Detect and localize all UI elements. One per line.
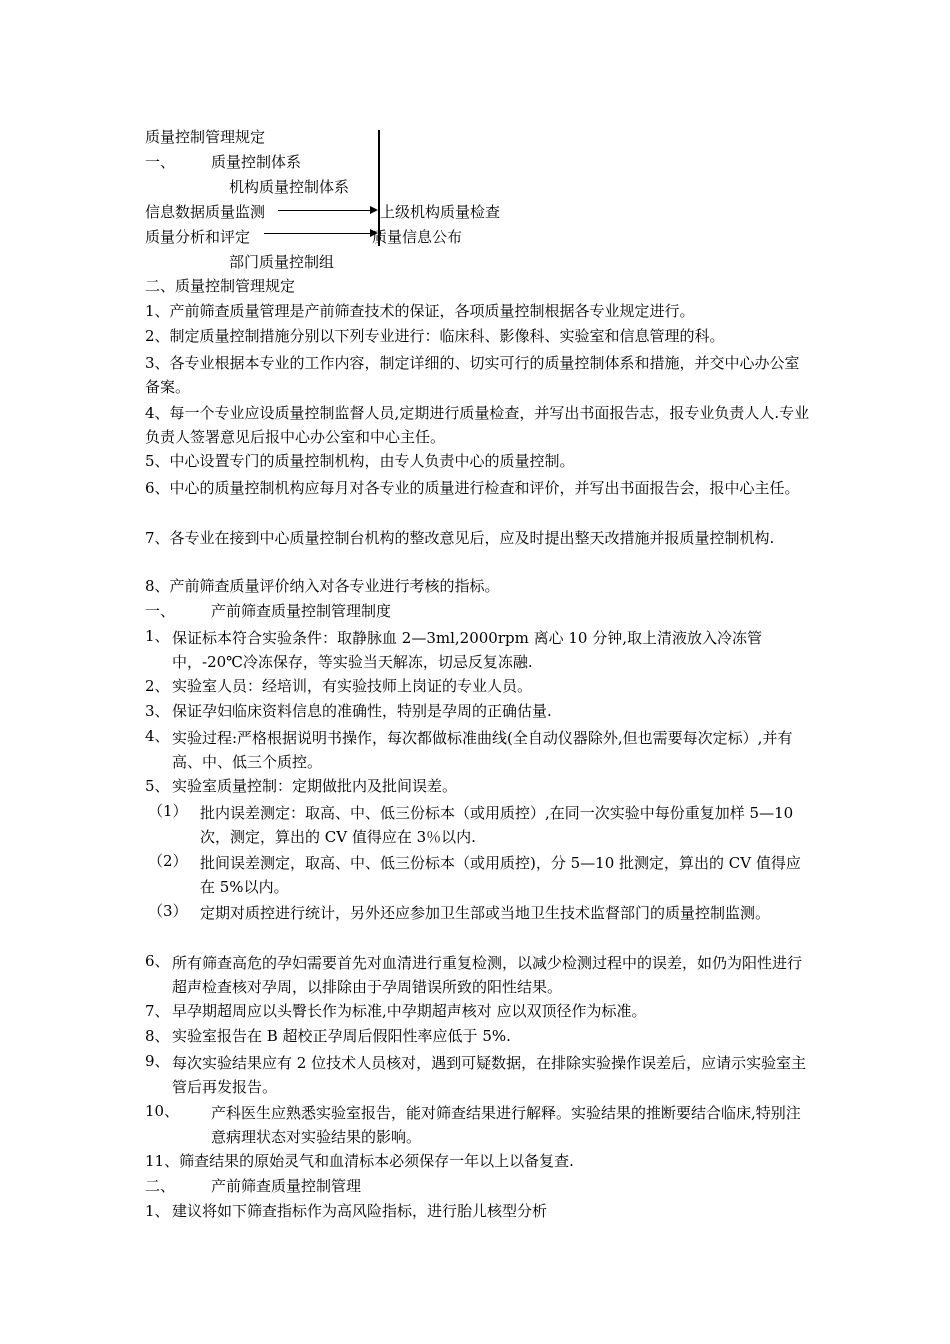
diagram-top-box: 机构质量控制体系 [229,178,350,196]
diagram-arrow-line-1 [278,210,370,211]
lab-item-text: 实验室质量控制：定期做批内及批间误差。 [172,777,458,795]
last-item-text: 建议将如下筛查指标作为高风险指标，进行胎儿核型分析 [172,1202,548,1220]
diagram-arrow-line-2 [264,233,370,234]
rule-item: 1、产前筛查质量管理是产前筛查技术的保证，各项质量控制根据各专业规定进行。 [145,302,695,320]
lab-item-text: 早孕期超周应以头臀长作为标准,中孕期超声核对 应以双顶径作为标准。 [172,1002,647,1020]
lab-item-text: 所有筛查高危的孕妇需要首先对血清进行重复检测，以减少检测过程中的误差，如仍为阳性进行超声检查核对孕周，以排除由于孕周错误所致的阳性结果。 [172,954,803,996]
lab-item-number: 3、 [145,702,170,720]
lab-item-text: 保证标本符合实验条件：取静脉血 2—3ml,2000rpm 离心 10 分钟,取上清液放入冷冻管中，-20℃冷冻保存，等实验当天解冻，切忌反复冻融. [172,629,762,671]
lab-item-text: 实验室报告在 B 超校正孕周后假阳性率应低于 5%. [172,1027,511,1045]
sub-item-number: （2） [148,852,188,870]
lab-item-number: 9、 [145,1052,170,1070]
rule-item: 2、制定质量控制措施分别以下列专业进行：临床科、影像科、实验室和信息管理的科。 [145,327,725,345]
lab-item-text-line1 [211,1101,808,1149]
rule-item: 8、产前筛查质量评价纳入对各专业进行考核的指标。 [145,577,500,595]
sub-item-text: 批间误差测定，取高、中、低三份标本（或用质控)，分 5—10 批测定，算出的 CV 值得应在 5%以内。 [200,854,801,896]
item-11: 11、筛查结果的原始灵气和血清标本必须保存一年以上以备复查. [145,1152,574,1170]
rule-item: 6、中心的质量控制机构应每月对各专业的质量进行检查和评价，并写出书面报告会，报中心主任。 [145,479,800,497]
rule-item: 3、各专业根据本专业的工作内容，制定详细的、切实可行的质量控制体系和措施，并交中心办公室备案。 [145,354,800,396]
lab-item-text: 每次实验结果应有 2 位技术人员核对，遇到可疑数据，在排除实验操作误差后，应请示实验室主管后再发报告。 [172,1054,807,1096]
lab-item-number: 4、 [145,727,170,745]
section-lab-title: 产前筛查质量控制管理制度 [211,602,392,620]
lab-item-number: 1、 [145,627,170,645]
arrow-right-icon [370,206,378,214]
diagram-right-2: 质量信息公布 [372,228,463,246]
sub-item-number: （3） [148,902,188,920]
section-three-title: 产前筛查质量控制管理 [211,1177,362,1195]
section-lab-number: 一、 [145,602,176,620]
lab-item-text: 实验室人员：经培训，有实验技师上岗证的专业人员。 [172,677,533,695]
section-one-title: 质量控制体系 [211,153,302,171]
diagram-left-1: 信息数据质量监测 [145,203,266,221]
section-three-number: 二、 [145,1177,176,1195]
section-two-title: 二、质量控制管理规定 [145,277,296,295]
sub-item-text: 批内误差测定：取高、中、低三份标本（或用质控）,在同一次实验中每份重复加样 5—10 次，测定，算出的 CV 值得应在 3％以内. [200,804,794,846]
lab-item-number: 7、 [145,1002,170,1020]
lab-item-number: 10、 [145,1102,180,1120]
lab-item-number: 5、 [145,777,170,795]
lab-item-number: 8、 [145,1027,170,1045]
lab-item-text: 实验过程:严格根据说明书操作，每次都做标准曲线(全自动仪器除外,但也需要每次定标）,并有高、中、低三个质控。 [172,729,793,771]
rule-item: 4、每一个专业应设质量控制监督人员,定期进行质量检查，并写出书面报告志，报专业负责人人.专业负责人签署意见后报中心办公室和中心主任。 [145,404,810,446]
doc-title: 质量控制管理规定 [145,128,266,146]
lab-item-10-text: 产科医生应熟悉实验室报告，能对筛查结果进行解释。实验结果的推断要结合临床,特别注意病理状态对实验结果的影响。 [211,1104,801,1146]
rule-item: 5、中心设置专门的质量控制机构，由专人负责中心的质量控制。 [145,452,575,470]
sub-item-number: （1） [148,802,188,820]
sub-item-text: 定期对质控进行统计，另外还应参加卫生部或当地卫生技术监督部门的质量控制监测。 [200,904,771,922]
lab-item-number: 6、 [145,952,170,970]
diagram-bottom-box: 部门质量控制组 [229,253,335,271]
lab-item-number: 2、 [145,677,170,695]
diagram-right-1: 上级机构质量检查 [380,203,501,221]
rule-item: 7、各专业在接到中心质量控制台机构的整改意见后，应及时提出整天改措施并报质量控制机构. [145,529,775,547]
diagram-left-2: 质量分析和评定 [145,228,251,246]
section-one-number: 一、 [145,153,176,171]
lab-item-text: 保证孕妇临床资料信息的准确性，特别是孕周的正确估量. [172,702,552,720]
last-item-number: 1、 [145,1202,170,1220]
